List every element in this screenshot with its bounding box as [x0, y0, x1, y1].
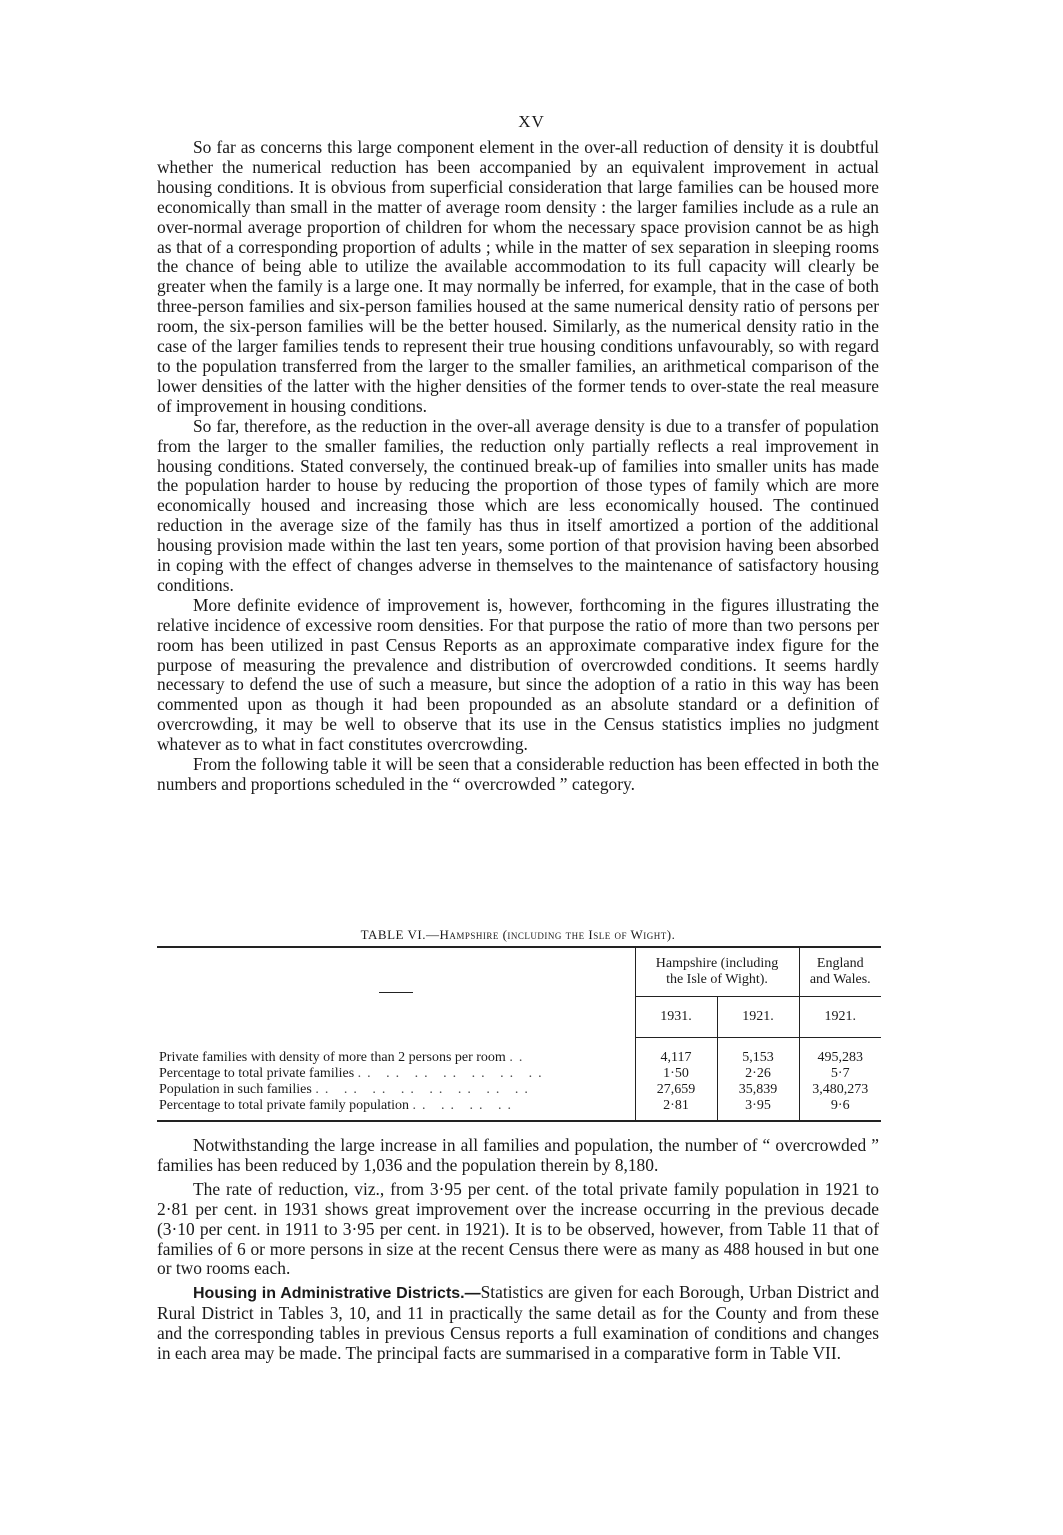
cell-ew-population: 3,480,273	[812, 1082, 869, 1097]
header-year-1931: 1931.	[635, 997, 717, 1038]
heading-housing-districts: Housing in Administrative Districts.—	[193, 1285, 481, 1303]
paragraph-excessive-density: More definite evidence of improvement is, however, forthcoming in the figures illustrating the relative incidence of excessive room densities. For that purpose the ratio of more than two persons per room has been utilized in past Census Reports as an approximate comparative index figure for the purpose of measuring the prevalence and distribution of overcrowded conditions. It seems hardly necessary to defend the use of such a measure, but since the adoption of a ratio in this way has been commented upon as though it had been propounded as an absolute standard or a definition of overcrowding, it may be well to observe that its use in the Census statistics implies no judgment whatever as to what in fact constitutes overcrowding.	[157, 594, 879, 755]
header-hampshire-line1: Hampshire (including	[655, 956, 779, 971]
paragraph-administrative-districts	[157, 1283, 879, 1364]
paragraph-rate-of-reduction: The rate of reduction, viz., from 3·95 per cent. of the total private family population in 1921 to 2·81 per cent. in 1931 shows great improvement over the increase occurring in the previous decade (3·10 per cent. in 1911 to 3·95 per cent. in 1921). It is to be observed, however, from Table 11 that of families of 6 or more persons in size at the recent Census there were as many as 488 housed in but one or two rooms each.	[157, 1178, 879, 1279]
cell-ew-pct-population: 9·6	[830, 1098, 850, 1113]
header-england-line2: and Wales.	[809, 972, 871, 987]
row-label-pct-population: Percentage to total private family population .. .. .. ..	[159, 1097, 517, 1113]
table-title-prefix: TABLE VI.—	[360, 927, 440, 942]
paragraph-density-component: So far as concerns this large component element in the over-all reduction of density it is doubtful whether the numerical reduction has been accompanied by an equivalent improvement in actual housing conditions. It is obvious from superficial consideration that large families can be housed more economically than small in the matter of average room density : the larger families include as a rule an over-normal average proportion of children for whom the necessary space provision cannot be as high as that of a corresponding proportion of adults ; while in the matter of sex separation in sleeping rooms the chance of being able to utilize the available accommodation to its full capacity will clearly be greater when the family is a large one. It may normally be inferred, for example, that in the case of both three-person families and six-person families housed at the same numerical density ratio of persons per room, the six-person families will be the better housed. Similarly, as the numerical density ratio in the case of the larger families tends to represent their true housing conditions unfavourably, so with regard to the population transferred from the larger to the smaller families, an arithmetical comparison of the lower densities of the latter with the higher densities of the former tends to over-state the real measure of improvement in housing conditions.	[157, 137, 879, 416]
paragraph-reduction-transfer: So far, therefore, as the reduction in the over-all average density is due to a transfer of population from the larger to the smaller families, the reduction only partially reflects a real improvement in housing conditions. Stated conversely, the continued break-up of families into smaller units has made the population harder to house by reducing the proportion of those types of family which are more economically housed and increasing those which are less economically housed. The continued reduction in the average size of the family has thus in itself amortized a portion of the additional housing provision made within the last ten years, some portion of that provision having been absorbed in coping with the effect of changes adverse in themselves to the maintenance of satisfactory housing conditions.	[157, 415, 879, 595]
header-england-line1: England	[816, 956, 864, 971]
header-blank-cell	[157, 948, 635, 1038]
header-dash	[379, 992, 413, 993]
lower-body-text	[157, 1136, 879, 1368]
column-1921-values	[717, 1038, 799, 1122]
table-title	[157, 927, 879, 943]
page-number: XV	[518, 112, 545, 131]
cell-ew-pct-families: 5·7	[830, 1066, 850, 1081]
cell-1931-population: 27,659	[656, 1082, 696, 1097]
header-year-1921: 1921.	[717, 997, 799, 1038]
header-year-ew-1921: 1921.	[799, 997, 881, 1038]
header-hampshire	[635, 948, 799, 997]
paragraph-notwithstanding: Notwithstanding the large increase in all families and population, the number of “ overcrowded ” families has been reduced by 1,036 and the population therein by 8,180.	[157, 1135, 879, 1175]
header-hampshire-line2: the Isle of Wight).	[666, 972, 768, 987]
cell-1921-pct-population: 3·95	[745, 1098, 771, 1113]
cell-1921-pct-families: 2·26	[745, 1066, 771, 1081]
row-label-pct-families: Percentage to total private families .. .. .. .. .. .. ..	[159, 1065, 548, 1081]
row-label-families: Private families with density of more than 2 persons per room ..	[159, 1049, 529, 1065]
housing-districts-text: Statistics are given for each Borough, Urban District and Rural District in Tables 3, 10, and 11 in practically the same detail as for the County and from these and the corresponding tables in previous Census reports a full examination of conditions and changes in each area may be made. The principal facts are summarised in a comparative form in Table VII.	[157, 1282, 880, 1364]
row-labels	[157, 1038, 635, 1122]
column-ew-values	[799, 1038, 881, 1122]
upper-body-text	[157, 138, 879, 795]
cell-1921-population: 35,839	[738, 1082, 778, 1097]
header-england-wales	[799, 948, 881, 997]
cell-1931-pct-population: 2·81	[663, 1098, 689, 1113]
table-title-region: Hampshire (including the Isle of Wight).	[439, 927, 676, 942]
paragraph-following-table: From the following table it will be seen that a considerable reduction has been effected in both the numbers and proportions scheduled in the “ overcrowded ” category.	[157, 754, 879, 794]
table-vi-overcrowding	[157, 946, 881, 1122]
row-label-population: Population in such families .. .. .. .. .. .. .. ..	[159, 1081, 534, 1097]
cell-1921-families: 5,153	[742, 1050, 774, 1065]
cell-1931-pct-families: 1·50	[663, 1066, 689, 1081]
column-1931-values	[635, 1038, 717, 1122]
cell-1931-families: 4,117	[660, 1050, 692, 1065]
cell-ew-families: 495,283	[817, 1050, 863, 1065]
